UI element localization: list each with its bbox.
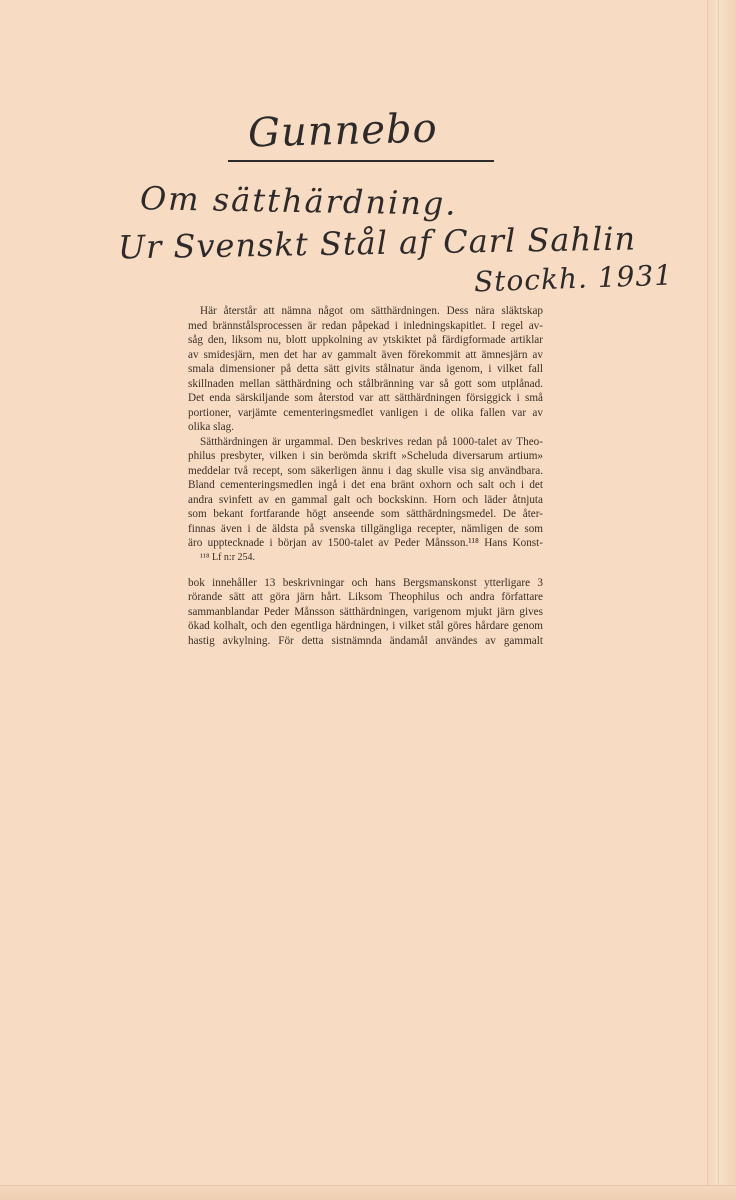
text-line: såg den, liksom nu, blott uppkolning av ytskiktet på färdigformade artiklar [188,334,543,346]
text-line: Bland cementeringsmedlen ingå i det ena bränt oxhorn och salt och i det [188,479,543,491]
paragraph-1 [188,304,543,435]
text-line: smala dimensioner på detta sätt givits stålnatur ända igenom, i vilket fall [188,363,543,375]
text-line: philus presbyter, vilken i sin berömda skrift »Scheluda diversarum artium» [188,450,543,462]
handwritten-source: Ur Svenskt Stål af Carl Sahlin [117,219,637,267]
handwritten-underline [228,160,494,162]
text-line: Det enda särskiljande som återstod var att sätthärdningen försiggick i små [188,392,543,404]
handwritten-place-year: Stockh. 1931 [473,258,674,299]
handwritten-subject: Om sätthärdning. [139,179,458,223]
text-line: finnas även i de äldsta på svenska tillgängliga recepter, nämligen de som [188,522,543,535]
text-line: som bekant fortfarande högt anseende som sätthärdningsmedel. De åter- [188,508,543,520]
text-line: portioner, varjämte cementeringsmedlet vanligen i de olika fallen var av [188,406,543,419]
paragraph-2 [188,435,543,551]
printed-text-block [188,304,543,648]
text-line: med brännstålsprocessen är redan påpekad i inledningskapitlet. I regel av- [188,319,543,332]
text-line: hastig avkylning. För detta sistnämnda ändamål användes av gammalt [188,634,543,647]
footnote: ¹¹⁸ Lf n:r 254. [200,551,256,563]
text-line: sammanblandar Peder Månsson sätthärdningen, varigenom mjukt järn gives [188,605,543,618]
text-line: rörande sätt att göra järn hårt. Liksom Theophilus och andra författare [188,591,543,603]
text-line: äro upptecknade i början av 1500-talet av Peder Månsson.¹¹⁸ Hans Konst- [188,537,543,549]
text-line: Här återstår att nämna något om sätthärdningen. Dess nära släktskap [200,305,543,317]
text-line: av smidesjärn, men det har av gammalt även förekommit att ämnesjärn av [188,348,543,361]
text-line: bok innehåller 13 beskrivningar och hans Bergsmanskonst ytterligare 3 [188,576,543,589]
paper-edge-bottom [0,1185,736,1200]
text-line: ökad kolhalt, och den egentliga härdningen, i vilket stål göres hårdare genom [188,620,543,632]
text-line: meddelar två recept, som säkerligen ännu i dag skulle visa sig användbara. [188,464,543,477]
paper-edge-right [707,0,736,1200]
text-line: skillnaden mellan sätthärdning och stålbränning var så gott som utplånad. [188,377,543,390]
text-line: andra svinfett av en gammal galt och bockskinn. Horn och läder åtnjuta [188,493,543,506]
handwritten-title: Gunnebo [247,105,439,157]
paragraph-3 [188,576,543,649]
text-line: olika slag. [188,421,234,433]
text-line: Sätthärdningen är urgammal. Den beskrives redan på 1000-talet av Theo- [200,435,543,448]
